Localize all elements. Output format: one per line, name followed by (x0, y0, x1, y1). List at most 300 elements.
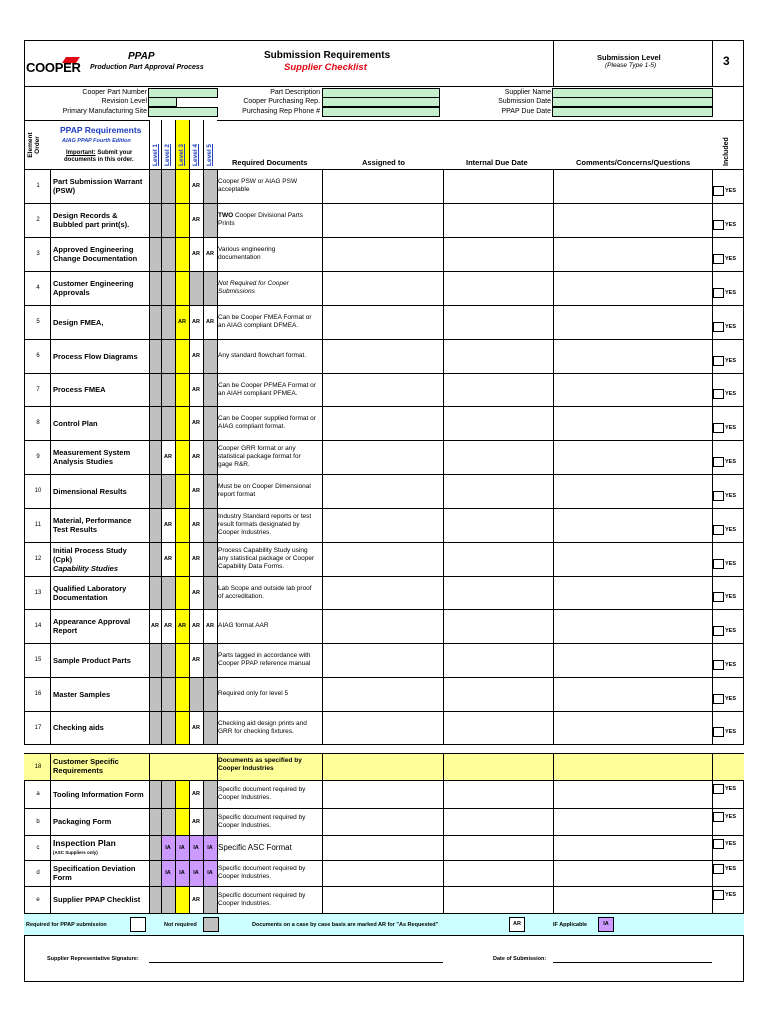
included-checkbox[interactable] (713, 694, 724, 704)
required-document-text: Must be on Cooper Dimensional (218, 483, 311, 490)
column-divider (322, 711, 323, 744)
aiag-edition: AIAG PPAP Fourth Edition (62, 138, 131, 144)
included-checkbox[interactable] (713, 626, 724, 636)
required-document-text: report format (218, 491, 256, 498)
level-cell (150, 543, 161, 576)
level-cell (176, 441, 189, 474)
level-cell (204, 272, 217, 305)
column-divider (322, 808, 323, 835)
required-document-text: gage R&R. (218, 461, 250, 468)
included-yes-label: YES (725, 729, 737, 735)
level-cell (204, 475, 217, 508)
legend-case-basis: Documents on a case by case basis are marked AR for "As Requested" (252, 922, 439, 928)
column-divider (50, 808, 51, 835)
column-divider (322, 576, 323, 609)
level-mark: AR (192, 251, 200, 257)
included-checkbox[interactable] (713, 220, 724, 230)
column-divider (322, 474, 323, 508)
page-title: Submission Requirements (264, 50, 391, 61)
level-header-1: Level 1 (152, 143, 159, 166)
requirement-name: Measurement System (53, 448, 131, 457)
included-yes-label: YES (725, 594, 737, 600)
column-divider (322, 169, 323, 203)
column-divider (553, 576, 554, 609)
level-cell (204, 441, 217, 474)
column-divider (443, 237, 444, 271)
element-order: c (36, 844, 40, 851)
column-divider (443, 373, 444, 406)
column-divider (443, 305, 444, 339)
required-document-text: Specific document required by (218, 786, 306, 793)
included-checkbox[interactable] (713, 525, 724, 535)
column-divider (553, 203, 554, 237)
level-cell (204, 374, 217, 406)
included-checkbox[interactable] (713, 322, 724, 332)
row-divider (24, 643, 744, 644)
submission-level-value[interactable]: 3 (723, 54, 730, 68)
level-mark: AR (192, 488, 200, 494)
level-cell (204, 887, 217, 913)
field-label-left-2: Primary Manufacturing Site (62, 108, 147, 115)
requirement-name: Form (53, 873, 72, 882)
element-order: 16 (34, 691, 42, 697)
cooper-logo-text: COOPER (26, 60, 81, 75)
requirement-name: Documentation (53, 592, 108, 602)
element-order: b (36, 818, 40, 825)
included-yes-label: YES (725, 459, 737, 465)
level-cell (190, 272, 203, 305)
level-cell (150, 712, 161, 744)
level-cell (162, 712, 175, 744)
column-divider (50, 203, 51, 237)
column-divider (50, 406, 51, 440)
level-mark: AR (192, 896, 200, 903)
required-document-text: AIAG format AAR (218, 622, 269, 629)
customer-required-doc: Cooper Industries (218, 765, 274, 772)
included-yes-label: YES (725, 841, 737, 847)
level-mark: AR (192, 454, 200, 460)
column-divider (553, 339, 554, 373)
level-cell (204, 509, 217, 542)
column-divider (50, 542, 51, 576)
included-checkbox[interactable] (713, 727, 724, 737)
column-divider (50, 508, 51, 542)
column-divider (322, 542, 323, 576)
level-mark: AR (192, 657, 200, 663)
level-mark: AR (192, 353, 200, 359)
included-checkbox[interactable] (713, 660, 724, 670)
column-divider (443, 780, 444, 808)
row-divider (24, 808, 744, 809)
requirement-name: Control Plan (53, 418, 98, 428)
included-yes-label: YES (725, 628, 737, 634)
level-cell (162, 407, 175, 440)
column-divider (50, 373, 51, 406)
level-cell (162, 204, 175, 237)
included-checkbox[interactable] (713, 784, 724, 794)
required-document-text: Not Required for Cooper (218, 280, 289, 287)
column-divider (712, 753, 713, 780)
level-cell (204, 678, 217, 711)
level-cell (162, 887, 175, 913)
column-divider (443, 203, 444, 237)
included-yes-label: YES (725, 324, 737, 330)
required-document-text: Checking aid design prints and (218, 719, 307, 727)
field-input-mid-2[interactable] (322, 107, 440, 117)
column-divider (50, 271, 51, 305)
column-divider (50, 711, 51, 744)
level-cell (176, 170, 189, 203)
element-order: 13 (34, 589, 42, 596)
requirement-name: Process Flow Diagrams (53, 351, 138, 361)
level-cell (190, 678, 203, 711)
level-mark: AR (164, 556, 172, 562)
column-divider (443, 808, 444, 835)
column-divider (149, 753, 150, 780)
ppap-requirements-header: PPAP Requirements (60, 125, 142, 135)
required-document-text: Cooper PSW or AIAG PSW (218, 178, 298, 185)
requirement-name: (Cpk) (53, 554, 73, 564)
level-header-4: Level 4 (192, 143, 199, 166)
level-mark: AR (192, 183, 200, 189)
level-mark: IA (179, 844, 185, 851)
column-divider (322, 406, 323, 440)
level-mark: AR (192, 217, 200, 223)
level-cell (162, 374, 175, 406)
requirement-name: Tooling Information Form (53, 789, 144, 799)
row-divider (24, 271, 744, 272)
customer-requirement-name: Customer Specific (53, 757, 119, 766)
important-rest: Submit your (95, 150, 133, 156)
column-divider (443, 643, 444, 677)
included-yes-label: YES (725, 814, 737, 820)
field-input-left-2[interactable] (148, 107, 218, 117)
level-mark: IA (207, 844, 213, 851)
column-divider (322, 305, 323, 339)
required-document-text: GRR for checking fixtures. (218, 727, 294, 735)
row-divider (24, 339, 744, 340)
legend-ar-text: AR (513, 921, 521, 927)
column-divider (553, 169, 554, 203)
requirement-name: Design Records & (53, 211, 118, 220)
customer-required-doc: Documents as specified by (218, 757, 302, 764)
column-divider (553, 835, 554, 860)
included-yes-label: YES (725, 188, 737, 194)
required-document-text: Specific ASC Format (218, 842, 292, 852)
required-document-text: Can be Cooper FMEA Format or (218, 314, 312, 321)
included-yes-label: YES (725, 561, 737, 567)
column-divider (50, 780, 51, 808)
column-divider (553, 271, 554, 305)
level-mark: AR (192, 724, 200, 731)
level-mark: AR (151, 623, 159, 629)
important-label: Important: (66, 150, 96, 156)
level-header-3: Level 3 (178, 143, 185, 166)
field-input-mid-1[interactable] (322, 97, 440, 107)
level-cell (176, 374, 189, 406)
requirement-name: Test Results (53, 525, 98, 534)
level-cell (176, 678, 189, 711)
column-divider (322, 677, 323, 711)
column-divider (322, 835, 323, 860)
signature-line[interactable] (149, 962, 443, 963)
level-cell (162, 644, 175, 677)
requirement-name: Dimensional Results (53, 486, 127, 496)
column-divider (50, 886, 51, 913)
level-cell (204, 170, 217, 203)
legend-not-required-swatch (203, 917, 219, 932)
column-divider (322, 753, 323, 780)
requirement-name: (PSW) (53, 186, 76, 195)
column-divider (553, 373, 554, 406)
field-input-right-1[interactable] (552, 97, 713, 107)
column-divider (553, 508, 554, 542)
required-document-text: Can be Cooper PFMEA Format or (218, 381, 316, 389)
included-checkbox[interactable] (713, 559, 724, 569)
level-cell (176, 238, 189, 271)
requirement-name: Qualified Laboratory (53, 583, 127, 593)
required-document-text: Cooper Industries. (218, 529, 272, 536)
column-divider (443, 711, 444, 744)
row-divider (24, 474, 744, 475)
level-cell (150, 836, 161, 860)
required-document-text: acceptable (218, 186, 250, 193)
column-divider (553, 780, 554, 808)
level-mark: IA (165, 844, 171, 851)
element-order: 18 (34, 763, 42, 770)
element-order: 15 (34, 657, 42, 663)
level-mark: AR (164, 623, 172, 629)
required-documents-header: Required Documents (232, 158, 308, 167)
level-mark: AR (164, 522, 172, 528)
element-order: 10 (34, 488, 42, 494)
included-yes-label: YES (725, 222, 737, 228)
date-of-submission-line[interactable] (553, 962, 712, 963)
included-checkbox[interactable] (713, 839, 724, 849)
required-document-text: an AIAG compliant DFMEA. (218, 322, 299, 329)
column-divider (553, 753, 554, 780)
level-mark: AR (192, 589, 200, 596)
column-divider (443, 576, 444, 609)
column-divider (322, 508, 323, 542)
requirement-name: Change Documentation (53, 254, 138, 263)
comments-header: Comments/Concerns/Questions (576, 158, 691, 167)
column-divider (443, 271, 444, 305)
level-cell (162, 475, 175, 508)
field-label-right-2: PPAP Due Date (501, 108, 551, 115)
level-cell (150, 170, 161, 203)
included-text: Included (723, 137, 730, 166)
element-order: 12 (34, 556, 42, 562)
level-mark: AR (178, 623, 186, 629)
required-document-text: of accreditation. (218, 592, 264, 600)
required-document-text: Cooper Industries. (218, 873, 272, 880)
column-divider (50, 339, 51, 373)
required-document-text: Specific document required by (218, 865, 306, 872)
level-cell (162, 306, 175, 339)
level-cell (162, 577, 175, 609)
included-checkbox[interactable] (713, 288, 724, 298)
level-cell (150, 204, 161, 237)
element-order-header (27, 123, 41, 167)
level-mark: IA (179, 870, 185, 876)
required-document-text: Cooper Industries. (218, 821, 272, 829)
date-of-submission-label: Date of Submission: (493, 956, 547, 962)
level-cell (204, 340, 217, 373)
level-cell (150, 475, 161, 508)
level-mark: AR (206, 319, 214, 325)
level-cell (150, 809, 161, 835)
included-checkbox[interactable] (713, 254, 724, 264)
element-order: 4 (36, 285, 40, 291)
level-cell (150, 577, 161, 609)
required-document-text: Cooper Industries. (218, 794, 272, 801)
included-checkbox[interactable] (713, 812, 724, 822)
legend-ia-text: IA (603, 921, 609, 927)
requirement-name: Packaging Form (53, 817, 112, 826)
level-cell (150, 644, 161, 677)
included-checkbox[interactable] (713, 186, 724, 196)
required-document-text: Lab Scope and outside lab proof (218, 584, 312, 592)
column-divider (553, 440, 554, 474)
level-cell (204, 644, 217, 677)
included-yes-label: YES (725, 493, 737, 499)
requirement-name: Supplier PPAP Checklist (53, 895, 141, 904)
field-input-right-2[interactable] (552, 107, 713, 117)
included-checkbox[interactable] (713, 592, 724, 602)
requirement-name: Part Submission Warrant (53, 177, 143, 186)
level-mark: AR (164, 454, 172, 460)
included-checkbox[interactable] (713, 389, 724, 399)
level-mark: AR (192, 319, 200, 325)
included-checkbox[interactable] (713, 491, 724, 501)
column-divider (553, 860, 554, 886)
column-divider (443, 542, 444, 576)
row-divider (24, 860, 744, 861)
requirement-name: Material, Performance (53, 516, 132, 525)
row-divider (24, 406, 744, 407)
element-order-text: Element Order (27, 132, 41, 158)
requirement-name: Capability Studies (53, 563, 119, 573)
column-divider (553, 237, 554, 271)
required-document-text: result formats designated by (218, 521, 300, 528)
level-cell (204, 809, 217, 835)
column-divider (50, 609, 51, 643)
element-order: 14 (34, 623, 42, 629)
requirement-name: Sample Product Parts (53, 655, 131, 665)
column-divider (50, 169, 51, 203)
legend-required-swatch (130, 917, 146, 932)
page-subtitle: Supplier Checklist (284, 62, 367, 73)
level-mark: AR (192, 791, 200, 797)
required-document-text: Specific document required by (218, 813, 306, 821)
required-document-text: Any standard flowchart format. (218, 352, 307, 359)
required-document-text: Can be Cooper supplied format or (218, 415, 316, 422)
column-divider (553, 886, 554, 913)
requirement-name: Master Samples (53, 689, 111, 699)
included-checkbox[interactable] (713, 890, 724, 900)
row-divider (24, 886, 744, 887)
column-divider (553, 305, 554, 339)
field-label-mid-2: Purchasing Rep Phone # (242, 108, 320, 115)
level-cell (176, 407, 189, 440)
required-document-text: statistical package format for (218, 453, 301, 460)
column-divider (553, 677, 554, 711)
required-document-text: Cooper Industries. (218, 899, 272, 907)
column-divider (443, 835, 444, 860)
column-divider (50, 305, 51, 339)
row-divider (24, 305, 744, 306)
level-cell (162, 781, 175, 808)
element-order: 6 (36, 353, 40, 359)
included-yes-label: YES (725, 290, 737, 296)
level-cell (150, 238, 161, 271)
element-order: 9 (36, 454, 40, 460)
level-cell (176, 781, 189, 808)
level-cell (204, 712, 217, 744)
included-yes-label: YES (725, 527, 737, 533)
field-label-left-0: Cooper Part Number (82, 89, 147, 96)
required-document-text: an AIAH compliant PFMEA. (218, 389, 298, 397)
level-cell (150, 374, 161, 406)
required-document-text: Prints (218, 220, 235, 227)
requirement-name: Approvals (53, 288, 90, 297)
element-order: 17 (34, 724, 42, 731)
included-yes-label: YES (725, 256, 737, 262)
level-cell (204, 204, 217, 237)
column-divider (443, 339, 444, 373)
column-divider (322, 373, 323, 406)
included-yes-label: YES (725, 391, 737, 397)
requirement-name: Specification Deviation (53, 864, 136, 873)
row-divider (24, 440, 744, 441)
included-checkbox[interactable] (713, 864, 724, 874)
requirement-name: Design FMEA, (53, 317, 104, 327)
level-header-2: Level 2 (164, 143, 171, 166)
required-document-text: Parts tagged in accordance with (218, 652, 311, 659)
level-mark: IA (165, 870, 171, 876)
level-mark: AR (206, 251, 214, 257)
level-mark: IA (193, 870, 199, 876)
included-checkbox[interactable] (713, 356, 724, 366)
included-checkbox[interactable] (713, 423, 724, 433)
level-mark: IA (207, 870, 213, 876)
level-cell (162, 678, 175, 711)
included-yes-label: YES (725, 786, 737, 792)
column-divider (50, 860, 51, 886)
column-divider (443, 753, 444, 780)
included-header (723, 137, 730, 166)
column-divider (322, 237, 323, 271)
row-divider (24, 508, 744, 509)
column-divider (322, 440, 323, 474)
field-label-mid-0: Part Description (270, 89, 320, 96)
column-divider (50, 474, 51, 508)
required-document-text: Cooper GRR format or any (218, 445, 296, 452)
included-checkbox[interactable] (713, 457, 724, 467)
level-cell (176, 340, 189, 373)
ppap-subtitle: Production Part Approval Process (90, 64, 204, 71)
column-divider (443, 508, 444, 542)
row-divider (24, 609, 744, 610)
field-input-left-1[interactable] (148, 97, 177, 107)
column-divider (553, 643, 554, 677)
row-divider (24, 237, 744, 238)
column-divider (553, 542, 554, 576)
required-document-text: Capability Data Forms. (218, 563, 285, 570)
required-document-text: Industry Standard reports or test (218, 513, 312, 520)
column-divider (322, 271, 323, 305)
